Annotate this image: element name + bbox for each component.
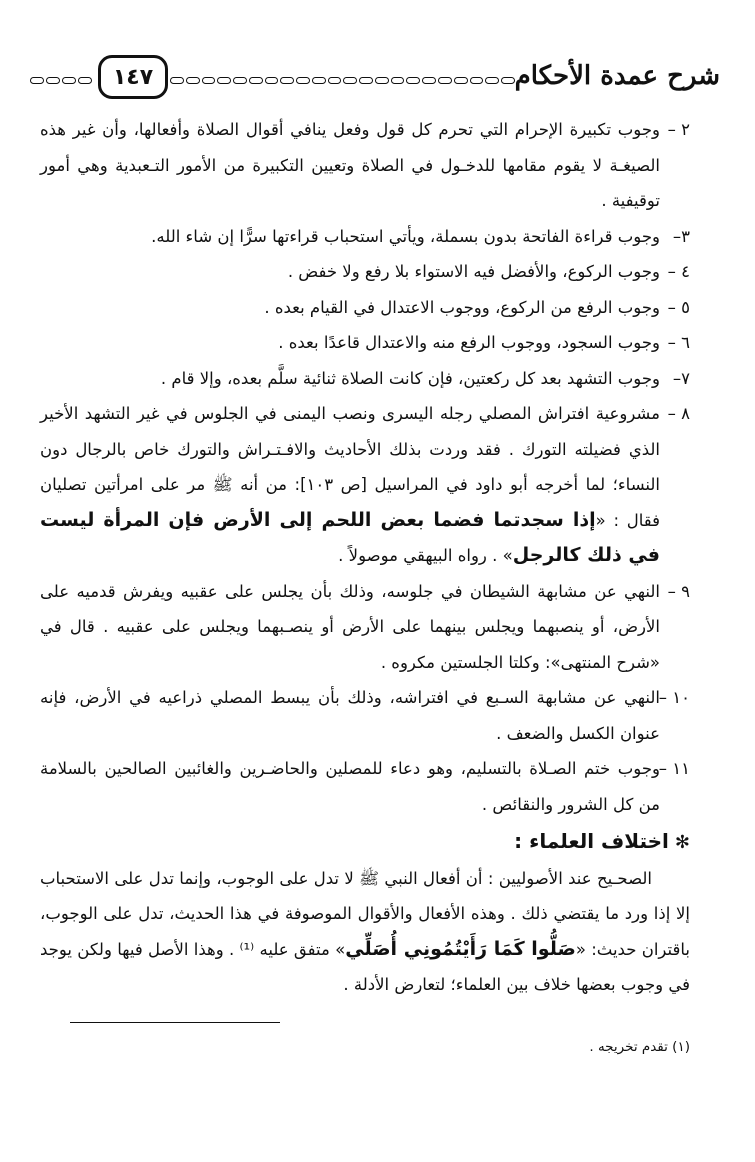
list-item bbox=[40, 396, 690, 574]
list-item bbox=[40, 290, 690, 326]
item-text-after: » . رواه البيهقي موصولاً . bbox=[338, 546, 513, 565]
section-heading-text: اختلاف العلماء : bbox=[514, 829, 669, 853]
list-item bbox=[40, 574, 690, 681]
item-text: وجوب السجود، ووجوب الرفع منه والاعتدال قاعدًا بعده . bbox=[278, 333, 660, 352]
item-text-before: مشروعية افتراش المصلي رجله اليسرى ونصب اليمنى في الجلوس في غير التشهد الأخير الذي فضيلته التورك . فقد وردت بذلك الأحاديث والافـتـراش والتورك خاص بالرجال دون النساء؛ لما أخرجه أبو داود في المراسيل [ص ١٠٣]: من أنه ﷺ مر على امرأتين تصليان فقال : « bbox=[40, 404, 660, 530]
item-text: وجوب الرفع من الركوع، ووجوب الاعتدال في القيام بعده . bbox=[264, 297, 660, 317]
ornament-chain bbox=[170, 77, 515, 85]
item-number: ٣– bbox=[672, 226, 690, 246]
list-item bbox=[40, 361, 690, 397]
paragraph-text-before: الصحـيح عند الأصوليين : أن أفعال النبي ﷺ لا تدل على الوجوب، وإنما تدل على الاستحباب إلا إذا ورد ما يقتضي ذلك . وهذه الأفعال والأقوال الموصوفة في هذا الحديث، تدل على الوجوب، باقتران حديث: « bbox=[40, 868, 690, 959]
star-icon: ✻ bbox=[674, 832, 690, 853]
hadith-quote: إذا سجدتما فضما بعض اللحم إلى الأرض فإن المرأة ليست في ذلك كالرجل bbox=[40, 508, 660, 566]
item-number: ٧– bbox=[672, 368, 690, 388]
list-item bbox=[40, 112, 690, 219]
item-text: وجوب الركوع، والأفضل فيه الاستواء بلا رفع ولا خفض . bbox=[287, 262, 660, 281]
ornament-chain-left bbox=[30, 77, 92, 85]
item-number: ١١ – bbox=[658, 759, 690, 778]
item-number: ٩ – bbox=[667, 581, 690, 601]
item-number: ١٠ – bbox=[658, 688, 690, 707]
item-text: وجوب ختم الصـلاة بالتسليم، وهو دعاء للمصلين والحاضـرين والغائبين الصالحين بالسلامة من كل الشرور والنقائص . bbox=[40, 759, 660, 814]
item-number: ٦ – bbox=[667, 333, 690, 352]
list-item bbox=[40, 254, 690, 290]
main-text bbox=[40, 112, 690, 1003]
item-text: وجوب التشهد بعد كل ركعتين، فإن كانت الصلاة ثنائية سلَّم بعده، وإلا قام . bbox=[160, 368, 660, 388]
page-number: ١٤٧ bbox=[98, 55, 168, 99]
item-number: ٨ – bbox=[667, 404, 690, 423]
item-number: ٢ – bbox=[667, 120, 690, 139]
list-item bbox=[40, 325, 690, 361]
section-heading bbox=[40, 824, 690, 861]
item-text: وجوب تكبيرة الإحرام التي تحرم كل قول وفعل ينافي أقوال الصلاة وأفعالها، وأن غير هذه الصيغـة لا يقوم مقامها للدخـول في الصلاة وتعيين التكبيرة من الأمور التـعبدية وهي أمور توقيفية . bbox=[40, 120, 660, 210]
list-item bbox=[40, 751, 690, 822]
list-item bbox=[40, 680, 690, 751]
item-text: وجوب قراءة الفاتحة بدون بسملة، ويأتي استحباب قراءتها سرًّا إن شاء الله. bbox=[151, 226, 660, 246]
item-text: النهي عن مشابهة الشيطان في جلوسه، وذلك بأن يجلس على عقبيه ويفرش قدميه على الأرض، أو ينصبهما ويجلس بينهما على الأرض أو ينصـبهما ويجلس على عقبيه . قال في «شرح المنتهى»: وكلتا الجلستين مكروه . bbox=[40, 581, 660, 672]
hadith-quote: صَلُّوا كَمَا رَأَيْتُمُونِي أُصَلِّي bbox=[345, 937, 576, 960]
item-text: النهي عن مشابهة السـبع في افتراشه، وذلك بأن يبسط المصلي ذراعيه في الأرض، فإنه عنوان الكسل والضعف . bbox=[40, 688, 660, 743]
book-title: شرح عمدة الأحكام bbox=[514, 61, 720, 91]
list-item bbox=[40, 219, 690, 255]
section-paragraph bbox=[40, 861, 690, 1003]
page-header bbox=[30, 55, 720, 103]
item-number: ٥ – bbox=[667, 297, 690, 317]
item-number: ٤ – bbox=[667, 262, 690, 281]
footnote: (١) تقدم تخريجه . bbox=[589, 1039, 690, 1055]
paragraph-text-after: » متفق عليه ⁽¹⁾ . وهذا الأصل فيها ولكن يوجد في وجوب بعضها خلاف بين العلماء؛ لتعارض الأدلة . bbox=[40, 939, 690, 994]
footnote-divider bbox=[70, 1022, 280, 1023]
